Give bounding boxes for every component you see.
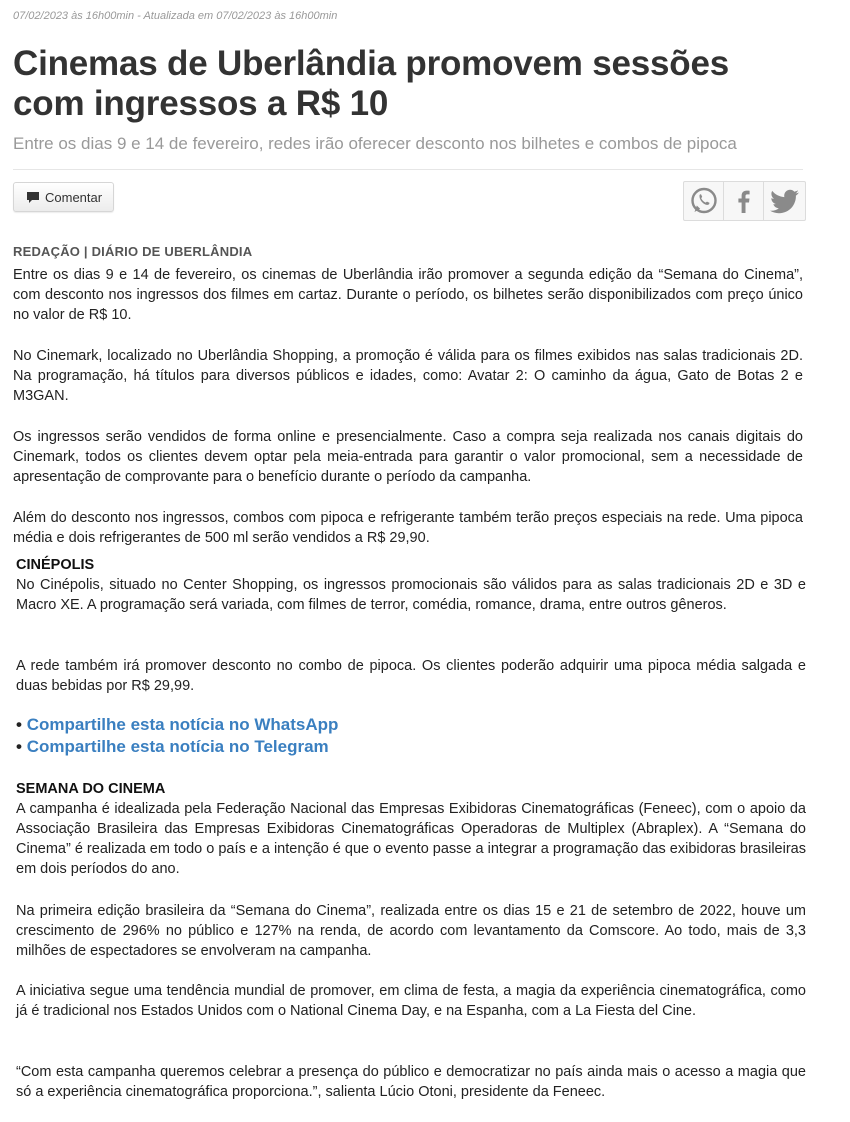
- comment-button[interactable]: [13, 182, 114, 212]
- paragraph: No Cinépolis, situado no Center Shopping, os ingressos promocionais são válidos para as salas tradicionais 2D e 3D e Macro XE. A programação será variada, com filmes de terror, comédia, romance, drama, entre outros gêneros.: [16, 577, 806, 613]
- whatsapp-icon: [689, 186, 719, 216]
- section-heading-cinepolis: CINÉPOLIS: [16, 557, 95, 573]
- paragraph: Na primeira edição brasileira da “Semana do Cinema”, realizada entre os dias 15 e 21 de setembro de 2022, houve um crescimento de 296% no público e 127% na renda, de acordo com levantamento da Comscore. Ao todo, mais de 3,3 milhões de espectadores se envolveram na campanha.: [16, 903, 806, 959]
- bullet: •: [16, 715, 22, 734]
- article-title: Cinemas de Uberlândia promovem sessões com ingressos a R$ 10: [13, 44, 730, 123]
- paragraph: Os ingressos serão vendidos de forma online e presencialmente. Caso a compra seja realizada nos canais digitais do Cinemark, todos os clientes devem optar pela meia-entrada para garantir o valor promocional, sem a necessidade de apresentação de comprovante para o benefício durante o período da campanha.: [13, 429, 803, 485]
- speech-bubble-icon: [26, 191, 40, 204]
- twitter-icon: [769, 188, 801, 214]
- comment-button-label: Comentar: [45, 189, 103, 205]
- share-twitter-button[interactable]: [764, 182, 805, 220]
- article-subtitle: Entre os dias 9 e 14 de fevereiro, redes irão oferecer desconto nos bilhetes e combos de pipoca: [13, 134, 737, 153]
- paragraph: “Com esta campanha queremos celebrar a presença do público e democratizar no país ainda mais o acesso a magia que só a experiência cinematográfica proporciona.”, salienta Lúcio Otoni, presidente da Feneec.: [16, 1064, 806, 1100]
- publish-dates: 07/02/2023 às 16h00min - Atualizada em 07/02/2023 às 16h00min: [13, 10, 338, 22]
- paragraph: A iniciativa segue uma tendência mundial de promover, em clima de festa, a magia da experiência cinematográfica, como já é tradicional nos Estados Unidos com o National Cinema Day, e na Espanha, com a La Fiesta del Cine.: [16, 983, 806, 1019]
- paragraph: Além do desconto nos ingressos, combos com pipoca e refrigerante também terão preços especiais na rede. Uma pipoca média e dois refrigerantes de 500 ml serão vendidos a R$ 29,90.: [13, 510, 803, 546]
- paragraph: A rede também irá promover desconto no combo de pipoca. Os clientes poderão adquirir uma pipoca média salgada e duas bebidas por R$ 29,99.: [16, 658, 806, 694]
- whatsapp-share-link[interactable]: Compartilhe esta notícia no WhatsApp: [26, 715, 339, 734]
- paragraph: Entre os dias 9 e 14 de fevereiro, os cinemas de Uberlândia irão promover a segunda edição da “Semana do Cinema”, com desconto nos ingressos dos filmes em cartaz. Durante o período, os bilhetes serão disponibilizados com preço único no valor de R$ 10.: [13, 267, 803, 323]
- paragraph: No Cinemark, localizado no Uberlândia Shopping, a promoção é válida para os filmes exibidos nas salas tradicionais 2D. Na programação, há títulos para diversos públicos e idades, como: Avatar 2: O caminho da água, Gato de Botas 2 e M3GAN.: [13, 348, 803, 404]
- paragraph: A campanha é idealizada pela Federação Nacional das Empresas Exibidoras Cinematográficas (Feneec), com o apoio da Associação Brasileira das Empresas Exibidoras Cinematográficas Operadoras de Multiplex (Abraplex). A “Semana do Cinema” é realizada em todo o país e a intenção é que o evento passe a integrar a programação das exibidoras brasileiras em dois períodos do ano.: [16, 801, 806, 877]
- share-whatsapp-button[interactable]: [684, 182, 724, 220]
- share-toolbar: [683, 181, 806, 221]
- share-facebook-button[interactable]: [724, 182, 764, 220]
- share-list-item: [16, 736, 329, 758]
- bullet: •: [16, 737, 22, 756]
- header-divider: [13, 169, 803, 170]
- byline: REDAÇÃO | DIÁRIO DE UBERLÂNDIA: [13, 244, 253, 259]
- section-heading-semana: SEMANA DO CINEMA: [16, 781, 166, 797]
- telegram-share-link[interactable]: Compartilhe esta notícia no Telegram: [26, 737, 329, 756]
- share-list-item: [16, 714, 338, 736]
- facebook-icon: [734, 187, 754, 215]
